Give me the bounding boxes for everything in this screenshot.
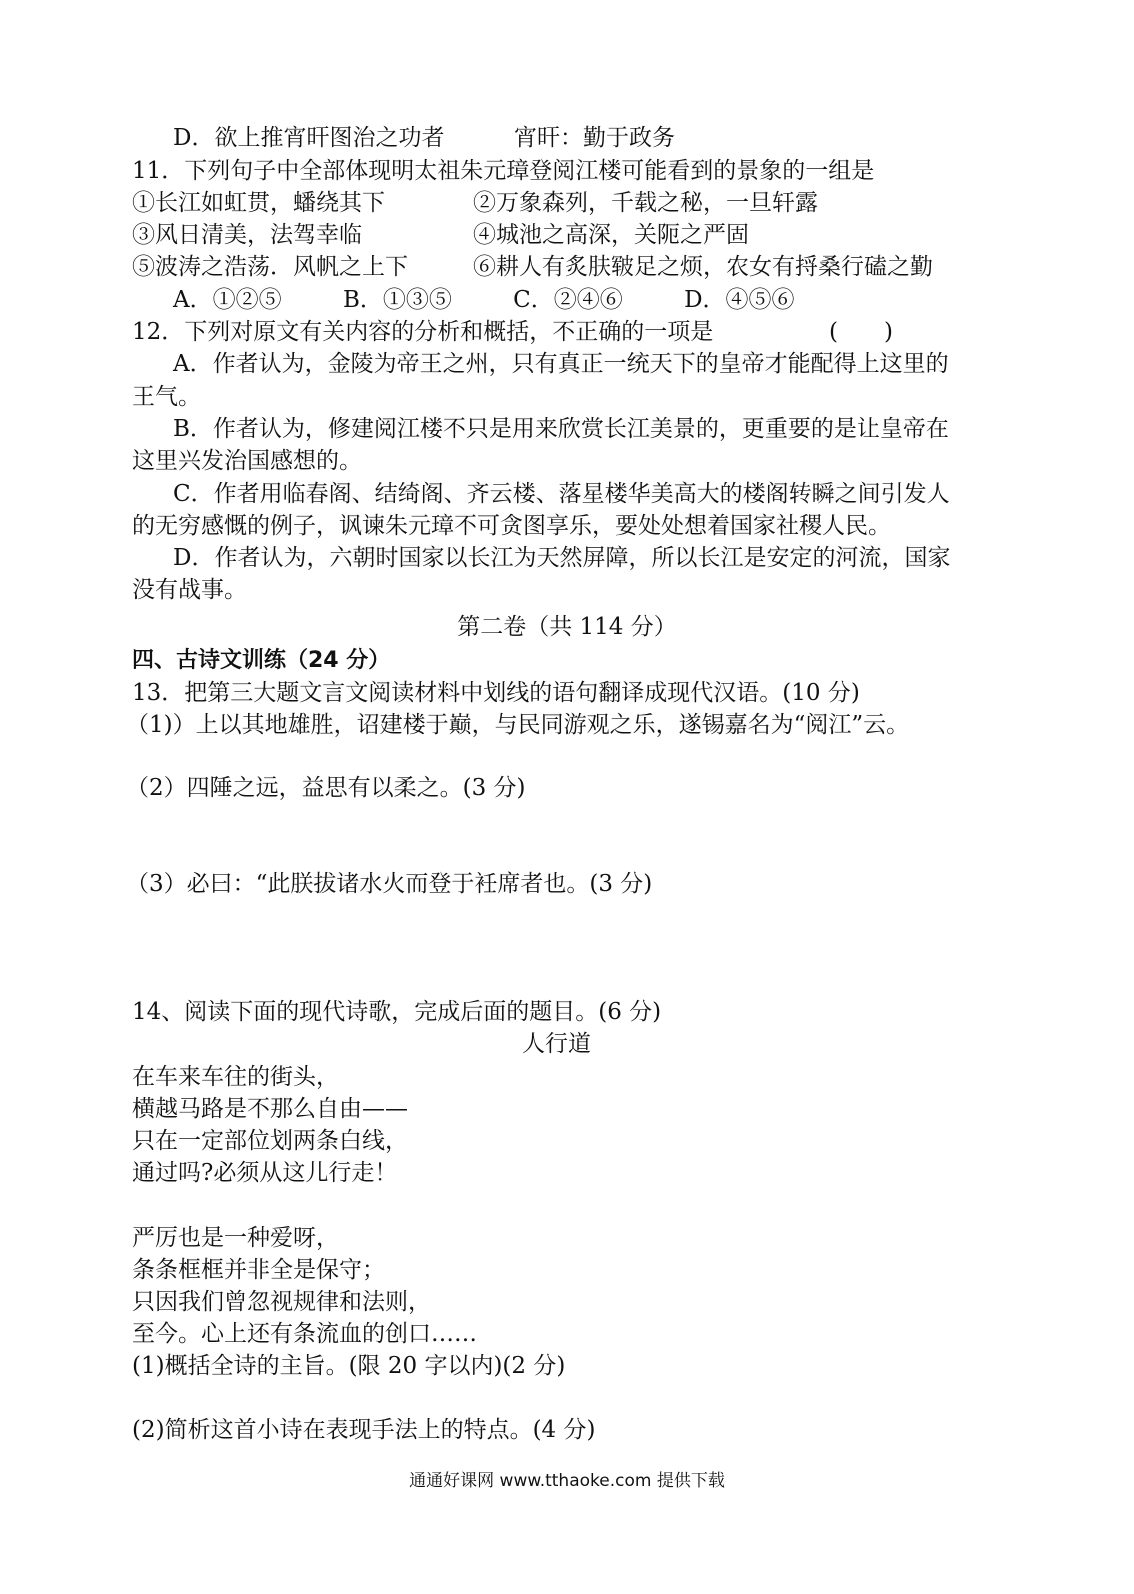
q11-option-a: A．①②⑤ — [173, 287, 282, 313]
q11-option-c: C．②④⑥ — [513, 287, 623, 313]
poem-line: 只在一定部位划两条白线， — [132, 1128, 408, 1154]
q11-item-6: ⑥耕人有炙肤皲足之烦，农女有捋桑行磕之勤 — [473, 254, 933, 280]
q14-subquestion-2: (2)简析这首小诗在表现手法上的特点。(4 分) — [132, 1417, 596, 1443]
poem-line: 通过吗?必须从这儿行走！ — [132, 1160, 398, 1186]
q11-item-5: ⑤波涛之浩荡．风帆之上下 — [132, 254, 408, 280]
poem-line: 横越马路是不那么自由—— — [132, 1096, 408, 1122]
q10-option-d — [173, 122, 675, 154]
page-footer: 通通好课网 www.tthaoke.com 提供下载 — [409, 1471, 725, 1491]
q11-item-3: ③风日清美，法驾幸临 — [132, 222, 362, 248]
q12-option-b-line1: B．作者认为，修建阅江楼不只是用来欣赏长江美景的，更重要的是让皇帝在 — [173, 416, 949, 442]
poem-line: 至今。心上还有条流血的创口…… — [132, 1321, 477, 1347]
section-four-heading: 四、古诗文训练（24 分） — [132, 648, 391, 673]
q13-sentence-2: （2）四陲之远，益思有以柔之。(3 分) — [126, 775, 526, 801]
q13-sentence-3: （3）必曰：“此朕拔诸水火而登于衽席者也。(3 分) — [126, 871, 653, 897]
poem-line: 只因我们曾忽视规律和法则， — [132, 1289, 431, 1315]
q13-stem: 13．把第三大题文言文阅读材料中划线的语句翻译成现代汉语。(10 分) — [132, 680, 860, 706]
poem-line: 严厉也是一种爱呀， — [132, 1225, 339, 1251]
q14-subquestion-1: (1)概括全诗的主旨。(限 20 字以内)(2 分) — [132, 1353, 566, 1379]
volume-two-heading: 第二卷（共 114 分） — [457, 614, 677, 640]
q12-option-c-line2: 的无穷感慨的例子，讽谏朱元璋不可贪图享乐，要处处想着国家社稷人民。 — [132, 513, 891, 539]
q12-stem — [132, 316, 893, 348]
q11-option-d: D．④⑤⑥ — [684, 287, 795, 313]
q11-item-row — [132, 251, 1132, 283]
q12-option-a-line1: A．作者认为，金陵为帝王之州，只有真正一统天下的皇帝才能配得上这里的 — [173, 351, 949, 377]
q11-item-1: ①长江如虹贯，蟠绕其下 — [132, 190, 385, 216]
q11-item-row — [132, 219, 1132, 251]
q12-option-d-line1: D．作者认为，六朝时国家以长江为天然屏障，所以长江是安定的河流，国家 — [173, 545, 951, 571]
q11-option-b: B．①③⑤ — [342, 287, 452, 313]
poem-title: 人行道 — [522, 1031, 591, 1057]
q11-item-row — [132, 187, 1132, 219]
q11-item-4: ④城池之高深，关阨之严固 — [473, 222, 749, 248]
poem-line: 在车来车往的街头， — [132, 1064, 339, 1090]
q11-item-2: ②万象森列，千载之秘，一旦轩露 — [473, 190, 818, 216]
q12-stem-text: 12．下列对原文有关内容的分析和概括，不正确的一项是 — [132, 319, 714, 345]
q12-option-c-line1: C．作者用临春阁、结绮阁、齐云楼、落星楼华美高大的楼阁转瞬之间引发人 — [173, 481, 950, 507]
q14-stem: 14、阅读下面的现代诗歌，完成后面的题目。(6 分) — [132, 999, 662, 1025]
q12-option-b-line2: 这里兴发治国感想的。 — [132, 448, 362, 474]
q12-option-a-line2: 王气。 — [132, 384, 201, 410]
q11-options — [173, 284, 849, 316]
q13-sentence-1: （1)）上以其地雄胜，诏建楼于巅，与民同游观之乐，遂锡嘉名为“阅江”云。 — [126, 712, 910, 738]
poem-line: 条条框框并非全是保守； — [132, 1257, 385, 1283]
q12-answer-bracket: ( ) — [829, 319, 893, 345]
q11-stem: 11．下列句子中全部体现明太祖朱元璋登阅江楼可能看到的景象的一组是 — [132, 158, 875, 184]
q10-option-d-text: D．欲上推宵旰图治之功者 — [173, 125, 445, 151]
q10-option-d-gloss: 宵旰：勤于政务 — [514, 125, 675, 151]
q12-option-d-line2: 没有战事。 — [132, 577, 247, 603]
